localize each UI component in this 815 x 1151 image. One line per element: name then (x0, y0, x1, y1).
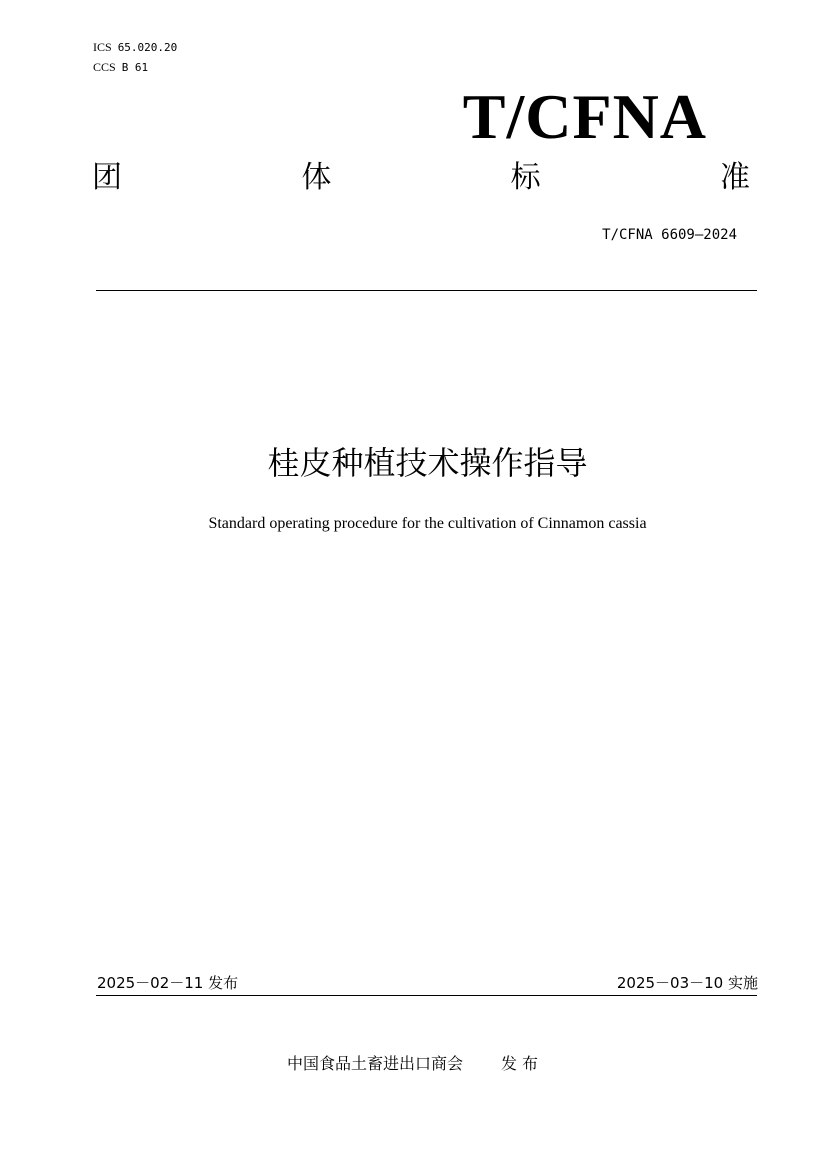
ics-code: 65.020.20 (117, 41, 178, 54)
category-char-1: 团 (92, 160, 122, 195)
category-char-3: 标 (510, 160, 541, 195)
standard-number: T/CFNA 6609—2024 (602, 227, 737, 243)
ccs-line (93, 61, 148, 74)
top-divider (96, 290, 757, 291)
ics-line (93, 41, 177, 54)
organization-logo: T/CFNA (462, 81, 707, 152)
publisher-name: 中国食品土畜进出口商会 (286, 1054, 463, 1073)
document-title-english: Standard operating procedure for the cultivation of Cinnamon cassia (208, 515, 647, 532)
ics-label: ICS (93, 40, 112, 54)
implementation-date: 2025－03－10 实施 (616, 974, 758, 992)
ccs-label: CCS (93, 60, 116, 74)
ccs-code: B 61 (121, 61, 149, 74)
document-title-chinese: 桂皮种植技术操作指导 (267, 444, 588, 482)
category-char-4: 准 (719, 160, 750, 195)
issue-date: 2025－02－11 发布 (97, 974, 239, 992)
publish-action: 发 布 (500, 1054, 539, 1073)
publisher-line (0, 1054, 815, 1074)
standard-category (92, 159, 750, 197)
category-char-2: 体 (301, 160, 332, 195)
bottom-divider (96, 995, 757, 996)
